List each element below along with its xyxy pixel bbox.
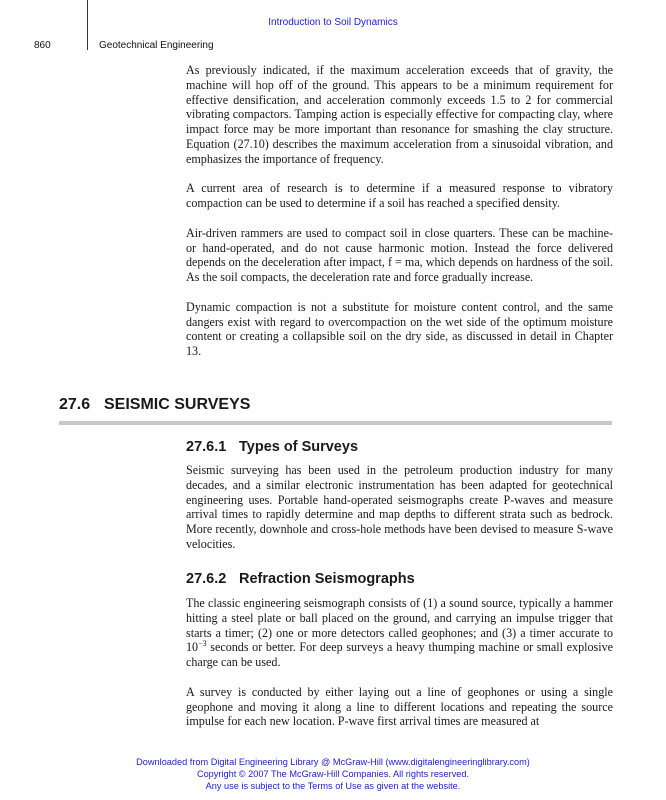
footer-line[interactable]: Any use is subject to the Terms of Use as given at the website. (205, 781, 461, 791)
section-heading (59, 396, 612, 425)
footer-notice[interactable] (0, 756, 666, 792)
paragraph: Dynamic compaction is not a substitute for moisture content control, and the same dangers exist with regard to overcompaction on the wet side of the optimum moisture content or creating a collapsible soil on the dry side, as discussed in detail in Chapter 13. (186, 299, 613, 359)
paragraph: A survey is conducted by either laying out a line of geophones or using a single geophone and moving it along a line to different locations and repeating the source impulse for each new location. P-wave first arrival times are measured at (186, 684, 613, 729)
footer-line[interactable]: Downloaded from Digital Engineering Library @ McGraw-Hill (www.digitalengineeringlibrary.com) (136, 757, 530, 767)
subsection-number: 27.6.2 (186, 571, 227, 587)
section-title: SEISMIC SURVEYS (104, 396, 251, 413)
subsection-heading (186, 439, 358, 455)
subsection-title: Refraction Seismographs (239, 571, 415, 587)
subsection-number: 27.6.1 (186, 439, 227, 455)
footer-line[interactable]: Copyright © 2007 The McGraw-Hill Companies. All rights reserved. (196, 769, 470, 779)
exponent: −3 (198, 639, 207, 649)
chapter-title-link[interactable]: Introduction to Soil Dynamics (268, 17, 398, 28)
book-title: Geotechnical Engineering (99, 40, 214, 51)
subsection-text (186, 463, 613, 567)
paragraph: Air-driven rammers are used to compact soil in close quarters. These can be machine- or hand-operated, and do not cause harmonic motion. Instead the force delivered depends on the deceleration after impact, f = ma, which depends on hardness of the soil. As the soil compacts, the deceleration rate and force gradually increase. (186, 225, 613, 285)
paragraph: As previously indicated, if the maximum acceleration exceeds that of gravity, the machine will hop off of the ground. This appears to be a minimum requirement for effective densification, and acceleration commonly exceeds 1.5 to 2 for commercial vibrating compactors. Tamping action is especially effective for compacting clay, where impact force may be more important than resonance for smashing the clay structure. Equation (27.10) describes the maximum acceleration from a sinusoidal vibration, and emphasizes the importance of frequency. (186, 63, 613, 166)
subsection-title: Types of Surveys (239, 439, 359, 455)
intro-text (186, 63, 613, 359)
page-number: 860 (34, 40, 51, 51)
subsection-text (186, 596, 613, 744)
subsection-heading (186, 571, 415, 587)
paragraph: A current area of research is to determine if a measured response to vibratory compaction can be used to determine if a soil has reached a specified density. (186, 181, 613, 211)
paragraph: The classic engineering seismograph consists of (1) a sound source, typically a hammer hitting a steel plate or ball placed on the ground, and carrying an impulse trigger that starts a timer; (2) one or more detectors called geophones; and (3) a timer accurate to $10^{-3}$ seconds or better. For deep surveys a heavy thumping machine or small explosive charge can be used. (186, 596, 613, 670)
paragraph: Seismic surveying has been used in the petroleum production industry for many decades, and a similar electronic instrumentation has been adapted for geotechnical engineering uses. Portable hand-operated seismographs create P-waves and measure arrival times to rapidly determine and map depths to different strata such as bedrock. More recently, downhole and cross-hole methods have been devised to measure S-wave velocities. (186, 463, 613, 551)
section-number: 27.6 (59, 396, 91, 413)
